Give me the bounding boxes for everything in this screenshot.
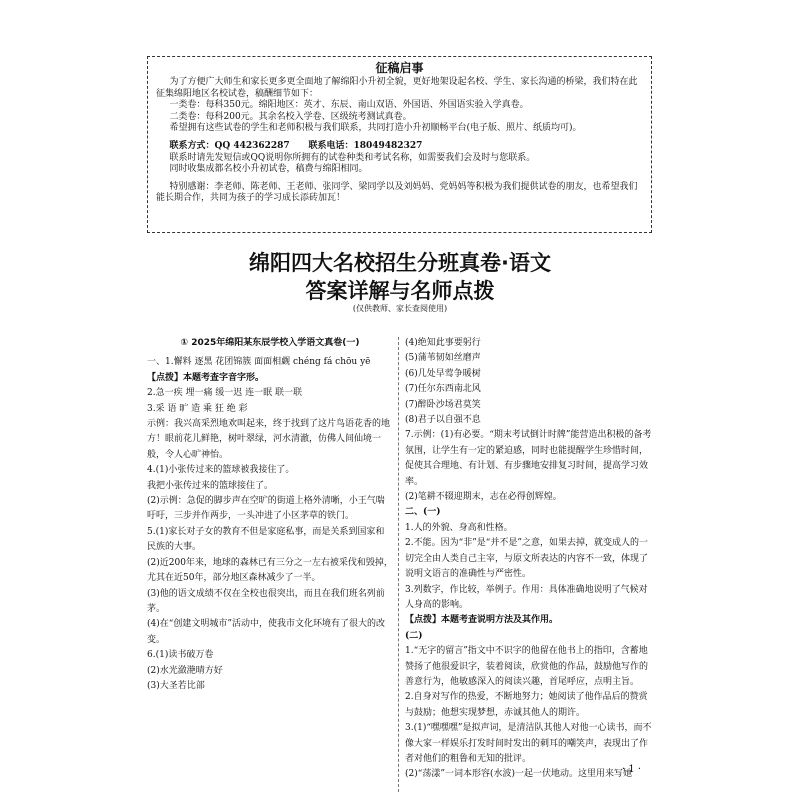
notice-contact: 联系方式：QQ 442362287 联系电话：18049482327 bbox=[169, 140, 423, 151]
section-heading: 二、(一) bbox=[405, 507, 441, 518]
answer-line: 6.(1)读书破万卷 bbox=[147, 650, 214, 661]
notice-line: 为了方便广大师生和家长更多更全面地了解绵阳小升初全貌，更好地架设起名校、学生、家长沟通的桥梁，我们特在此征集绵阳地区名校试卷，稿酬细节如下： bbox=[156, 77, 638, 99]
tip-line: 【点拨】本题考查说明方法及其作用。 bbox=[405, 615, 559, 626]
page-number: · 1 · bbox=[622, 764, 642, 775]
call-for-papers-box bbox=[147, 56, 652, 233]
notice-line: 一类卷：每科350元。绵阳地区：英才、东辰、南山双语、外国语、外国语实验入学真卷。 bbox=[169, 100, 529, 111]
left-answer-column bbox=[147, 336, 393, 694]
answer-line: (7)任尔东西南北风 bbox=[405, 384, 481, 395]
column-divider bbox=[398, 337, 399, 792]
answer-line: (2)笔耕不辍迎期末，志在必得创辉煌。 bbox=[405, 492, 562, 503]
answer-line: (5)蒲苇韧如丝磨声 bbox=[405, 353, 481, 364]
answer-line: 1.“无字的留言”指文中不识字的他留在他书上的指印，含蓄地赞扬了他很爱识字，装着阅读，欣赏他的作品，鼓励他写作的善意行为，他敏感深入的阅读兴趣，首尾呼应，点明主旨。 bbox=[405, 646, 649, 687]
answer-line: 7.示例：(1)有必要。“期末考试倒计时牌”能营造出积极的备考氛围，让学生有一定的紧迫感，同时也能提醒学生珍惜时间，促使其合理地、有计划、有步骤地安排复习时间，提高学习效率。 bbox=[405, 430, 652, 487]
section-heading: (二) bbox=[405, 630, 423, 641]
answer-line: 5.(1)家长对子女的教育不但是家庭私事，而是关系到国家和民族的大事。 bbox=[147, 526, 385, 553]
answer-line: (3)大圣若比部 bbox=[147, 680, 205, 691]
answer-line: 3.(1)“嘿嘿嘿”是拟声词，是清洁队其他人对他一心读书，而不像大家一样娱乐打发时间时发出的刺耳的嘲笑声，表现出了作者对他们的粗鲁和无知的批评。 bbox=[405, 723, 652, 764]
exam-section-title: ① 2025年绵阳某东辰学校入学语文真卷(一) bbox=[180, 338, 360, 348]
answer-line: 一、1.懈料 逐黑 花团锦簇 面面相觑 chéng fá chōu yē bbox=[147, 357, 371, 368]
answer-line: (2)近200年来，地球的森林已有三分之一左右被采伐和毁掉，尤其在近50年，部分地区森林减少了一半。 bbox=[147, 557, 393, 584]
answer-line: 2.不能。因为“非”是“并不是”之意，如果去掉，就变成人的一切完全由人类自己主宰，与原文所表达的内容不一致，体现了说明文语言的准确性与严密性。 bbox=[405, 538, 649, 580]
notice-thanks: 特别感谢：李老师、陈老师、王老师、张同学、梁同学以及刘妈妈、党妈妈等积极为我们提供试卷的朋友，也希望我们能长期合作，共同为孩子的学习成长添砖加瓦！ bbox=[156, 181, 638, 204]
notice-title: 征稿启事 bbox=[375, 61, 424, 75]
notice-line: 联系时请先发短信或QQ说明你所拥有的试卷种类和考试名称，如需要我们会及时与您联系。 bbox=[169, 152, 536, 163]
answer-line: 3.采 语 旷 造 乘 狂 绝 彩 bbox=[147, 403, 248, 414]
usage-note: (仅供教师、家长查阅使用) bbox=[352, 304, 448, 313]
notice-line: 同时收集成都名校小升初试卷，稿费与绵阳相同。 bbox=[169, 164, 368, 175]
answer-line: (2)“荡漾”一词本形容(水波)一起一伏地动。这里用来写她 bbox=[405, 769, 632, 780]
answer-line: (6)几处早莺争暖树 bbox=[405, 368, 481, 379]
answer-line: (4)在“创建文明城市”活动中，使我市文化环境有了很大的改变。 bbox=[147, 619, 385, 645]
page-title: 绵阳四大名校招生分班真卷·语文 bbox=[249, 251, 551, 275]
answer-line: (4)绝知此事要躬行 bbox=[405, 338, 481, 348]
tip-line: 【点拨】本题考查字音字形。 bbox=[147, 372, 265, 383]
answer-line: (2)水光潋滟晴方好 bbox=[147, 665, 223, 676]
answer-line: (3)他的语文成绩不仅在全校也很突出，而且在我们班名列前茅。 bbox=[147, 588, 385, 614]
answer-line: 我把小张传过来的篮球接住了。 bbox=[147, 480, 274, 491]
notice-line: 二类卷：每科200元。其余名校入学卷、区级统考测试真卷。 bbox=[169, 111, 412, 122]
notice-line: 希望拥有这些试卷的学生和老师积极与我们联系，共同打造小升初顺畅平台(电子版、照片、纸质均可)。 bbox=[169, 123, 582, 134]
answer-line: 1.人的外貌、身高和性格。 bbox=[405, 522, 513, 533]
answer-line: 4.(1)小张传过来的篮球被我接住了。 bbox=[147, 465, 295, 476]
answer-line: (7)醉卧沙场君莫笑 bbox=[405, 399, 481, 410]
answer-line: (8)君子以自强不息 bbox=[405, 415, 481, 426]
answer-line: 2.自身对写作的热爱，不断地努力；她阅读了他作品后的赞赏与鼓励；他想实现梦想，赤诚其他人的期许。 bbox=[405, 692, 648, 718]
right-answer-column bbox=[405, 336, 655, 783]
answer-line: 示例：我兴高采烈地欢叫起来，终于找到了这片鸟语花香的地方！眼前花儿鲜艳，树叶翠绿，河水清澈，仿佛人间仙境一般，令人心旷神怡。 bbox=[147, 419, 391, 460]
page-subtitle: 答案详解与名师点拨 bbox=[305, 279, 495, 303]
answer-line: (2)示例：急促的脚步声在空旷的街道上格外清晰，小王气喘吁吁，三步并作两步，一头冲进了小区茅草的铁门。 bbox=[147, 496, 385, 522]
answer-line: 3.列数字，作比较，举例子。作用：具体准确地说明了气候对人身高的影响。 bbox=[405, 584, 648, 610]
answer-line: 2.急一疾 埋一痛 缓一迟 连一眠 联一联 bbox=[147, 388, 303, 399]
